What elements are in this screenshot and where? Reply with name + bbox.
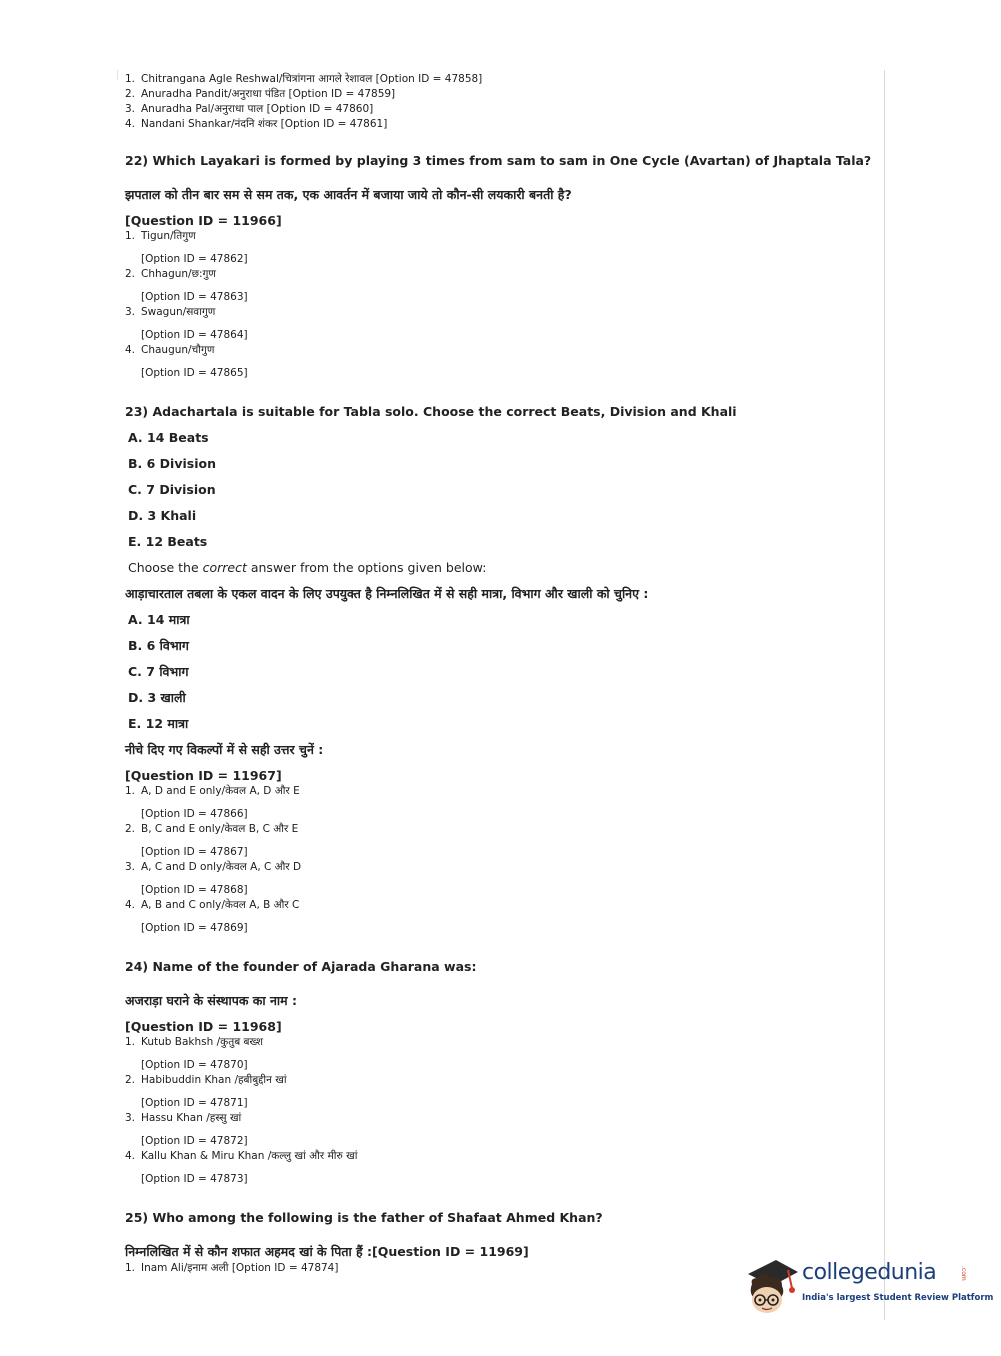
- option-id: [Option ID = 47864]: [141, 329, 248, 341]
- statement-item: B. 6 Division: [128, 456, 216, 471]
- option-item: 3. Anuradha Pal/अनुराधा पाल [Option ID = 47860]: [125, 103, 374, 115]
- option-item: 4. Kallu Khan & Miru Khan /कल्लु खां और मीरु खां: [125, 1150, 358, 1162]
- logo-wordmark: collegedunia: [802, 1260, 937, 1285]
- option-item: 1. Chitrangana Agle Reshwal/चित्रांगना आगले रेशावल [Option ID = 47858]: [125, 73, 483, 85]
- statement-item: A. 14 Beats: [128, 430, 209, 445]
- question-text-en: 22) Which Layakari is formed by playing 3 times from sam to sam in One Cycle (Avartan) of Jhaptala Tala?: [125, 153, 872, 168]
- option-id: [Option ID = 47871]: [141, 1097, 248, 1109]
- option-id: [Option ID = 47865]: [141, 367, 248, 379]
- option-item: 1. Kutub Bakhsh /कुतुब बख्श: [125, 1036, 263, 1048]
- option-item: 2. B, C and E only/केवल B, C और E: [125, 823, 299, 835]
- question-id: [Question ID = 11968]: [125, 1019, 282, 1034]
- statement-item: C. 7 विभाग: [128, 664, 189, 679]
- question-text-en: 24) Name of the founder of Ajarada Gharana was:: [125, 959, 477, 974]
- q21-options: [125, 72, 865, 132]
- option-item: 2. Chhagun/छ:गुण: [125, 268, 216, 280]
- option-id: [Option ID = 47866]: [141, 808, 248, 820]
- question-content: [125, 72, 872, 1276]
- question-id: [Question ID = 11967]: [125, 768, 282, 783]
- choose-instruction-en: Choose the correct answer from the options given below:: [128, 560, 487, 575]
- option-id: [Option ID = 47873]: [141, 1173, 248, 1185]
- question-text-en: 23) Adachartala is suitable for Tabla solo. Choose the correct Beats, Division and Khali: [125, 404, 737, 419]
- statement-item: D. 3 खाली: [128, 690, 186, 705]
- collegedunia-logo[interactable]: [742, 1248, 994, 1316]
- option-id: [Option ID = 47862]: [141, 253, 248, 265]
- question-24: [125, 958, 865, 1187]
- option-item: 3. Swagun/सवागुण: [125, 306, 216, 318]
- statement-item: C. 7 Division: [128, 482, 216, 497]
- statement-item: E. 12 मात्रा: [128, 716, 189, 731]
- option-item: 4. A, B and C only/केवल A, B और C: [125, 899, 300, 911]
- option-item: 1. Tigun/तिगुण: [125, 230, 196, 242]
- logo-tagline: India's largest Student Review Platform: [802, 1293, 994, 1303]
- option-id: [Option ID = 47870]: [141, 1059, 248, 1071]
- option-item: 4. Chaugun/चौगुण: [125, 344, 215, 356]
- option-id: [Option ID = 47867]: [141, 846, 248, 858]
- question-text-hi: अजराड़ा घराने के संस्थापक का नाम :: [125, 993, 297, 1008]
- option-item: 2. Anuradha Pandit/अनुराधा पंडित [Option ID = 47859]: [125, 88, 396, 100]
- option-id: [Option ID = 47863]: [141, 291, 248, 303]
- option-id: [Option ID = 47869]: [141, 922, 248, 934]
- question-text-en: 25) Who among the following is the father of Shafaat Ahmed Khan?: [125, 1210, 603, 1225]
- option-item: 3. A, C and D only/केवल A, C और D: [125, 861, 302, 873]
- statement-item: D. 3 Khali: [128, 508, 197, 523]
- question-22: [125, 152, 872, 381]
- option-id: [Option ID = 47872]: [141, 1135, 248, 1147]
- question-23: [125, 403, 865, 936]
- right-margin-line: [884, 70, 885, 1320]
- logo-com: .com: [960, 1266, 967, 1281]
- choose-instruction-hi: नीचे दिए गए विकल्पों में से सही उत्तर चुनें :: [125, 742, 324, 757]
- left-margin-line: [117, 70, 118, 80]
- option-item: 1. A, D and E only/केवल A, D और E: [125, 785, 300, 797]
- question-text-hi: निम्नलिखित में से कौन शफात अहमद खां के पिता हैं :[Question ID = 11969]: [125, 1244, 529, 1259]
- question-text-hi: आड़ाचारताल तबला के एकल वादन के लिए उपयुक्त है निम्नलिखित में से सही मात्रा, विभाग और खाली को चुनिए :: [125, 586, 649, 601]
- option-item: 4. Nandani Shankar/नंदनि शंकर [Option ID = 47861]: [125, 118, 388, 130]
- option-item: 1. Inam Ali/इनाम अली [Option ID = 47874]: [125, 1262, 339, 1274]
- option-item: 2. Habibuddin Khan /हबीबुद्दीन खां: [125, 1074, 287, 1086]
- option-item: 3. Hassu Khan /हस्सु खां: [125, 1112, 242, 1124]
- statement-item: B. 6 विभाग: [128, 638, 189, 653]
- question-id: [Question ID = 11966]: [125, 213, 282, 228]
- question-text-hi: झपताल को तीन बार सम से सम तक, एक आवर्तन में बजाया जाये तो कौन-सी लयकारी बनती है?: [125, 187, 572, 202]
- mascot-icon: [742, 1248, 800, 1316]
- statement-item: A. 14 मात्रा: [128, 612, 190, 627]
- statement-item: E. 12 Beats: [128, 534, 208, 549]
- option-id: [Option ID = 47868]: [141, 884, 248, 896]
